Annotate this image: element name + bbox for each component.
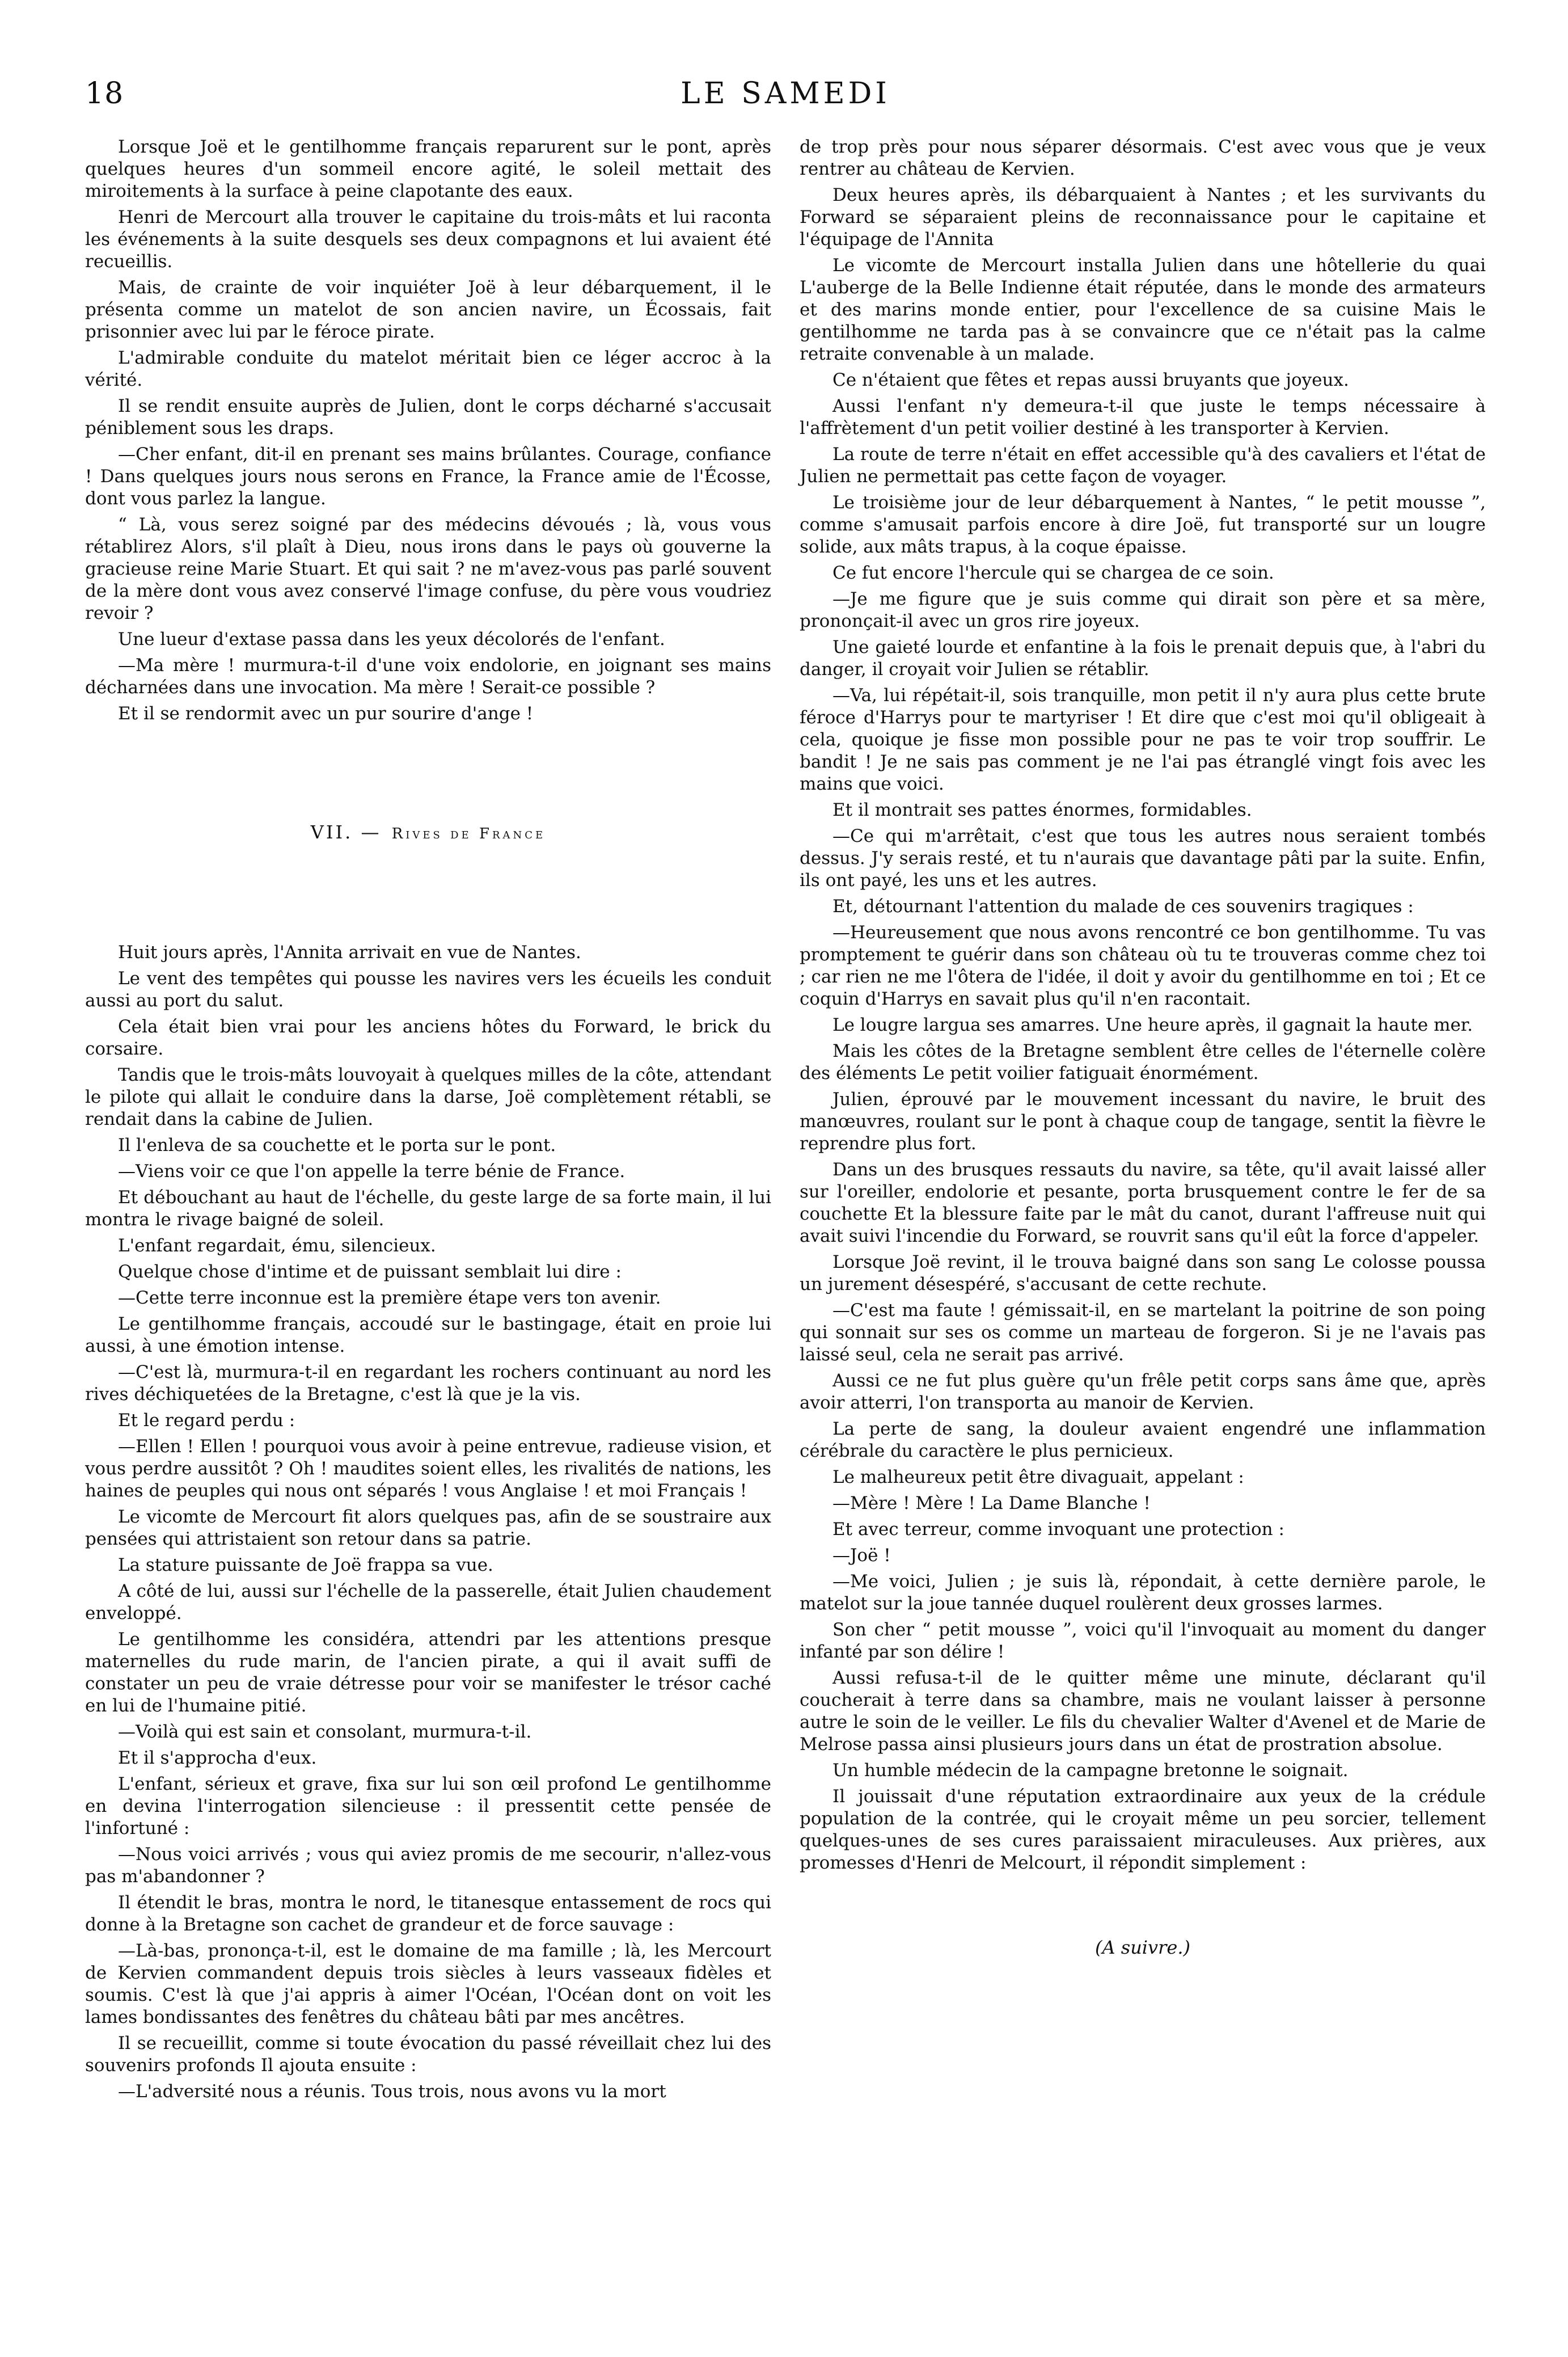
section-title: Rives de France bbox=[391, 825, 546, 842]
paragraph: Quelque chose d'intime et de puissant semblait lui dire : bbox=[118, 1262, 622, 1282]
paragraph: Le vicomte de Mercourt fit alors quelques pas, afin de se soustraire aux pensées qui attristaient son retour dans sa patrie. bbox=[85, 1507, 771, 1549]
paragraph: Tandis que le trois-mâts louvoyait à quelques milles de la côte, attendant le pilote qui allait le conduire dans la darse, Joë complètement rétabli, se rendait dans la cabine de Julien. bbox=[85, 1065, 771, 1129]
paragraph: —C'est là, murmura-t-il en regardant les rochers continuant au nord les rives déchiquetées de la Bretagne, c'est là que je la vis. bbox=[85, 1362, 771, 1405]
paragraph: —Nous voici arrivés ; vous qui aviez promis de me secourir, n'allez-vous pas m'abandonner ? bbox=[85, 1844, 771, 1887]
paragraph: —Ce qui m'arrêtait, c'est que tous les autres nous seraient tombés dessus. J'y serais resté, et tu n'aurais que davantage pâti par la suite. Enfin, ils ont payé, les uns et les autres. bbox=[800, 826, 1486, 891]
paragraph: —L'adversité nous a réunis. Tous trois, nous avons vu la mort bbox=[118, 2081, 666, 2102]
paragraph: L'enfant regardait, ému, silencieux. bbox=[118, 1236, 436, 1256]
paragraph: La route de terre n'était en effet accessible qu'à des cavaliers et l'état de Julien ne permettait pas cette façon de voyager. bbox=[800, 444, 1486, 487]
paragraph: Deux heures après, ils débarquaient à Nantes ; et les survivants du Forward se séparaient pleins de reconnaissance pour le capitaine et l'équipage de l'Annita bbox=[800, 185, 1486, 250]
paragraph: —Je me figure que je suis comme qui dirait son père et sa mère, prononçait-il avec un gros rire joyeux. bbox=[800, 589, 1486, 631]
paragraph: Il se rendit ensuite auprès de Julien, dont le corps décharné s'accusait péniblement sous les draps. bbox=[85, 396, 771, 438]
paragraph: Mais, de crainte de voir inquiéter Joë à leur débarquement, il le présenta comme un matelot de son ancien navire, un Écossais, fait prisonnier avec lui par le féroce pirate. bbox=[85, 277, 771, 342]
paragraph: La stature puissante de Joë frappa sa vue. bbox=[118, 1555, 493, 1575]
paragraph: —Heureusement que nous avons rencontré ce bon gentilhomme. Tu vas promptement te guérir dans son château où tu te trouveras comme chez toi ; car rien ne me l'ôtera de l'idée, il doit y avoir du gentilhomme en toi ; Et ce coquin d'Harrys en savait plus qu'il n'en racontait. bbox=[800, 922, 1486, 1009]
running-title: LE SAMEDI bbox=[681, 77, 890, 111]
paragraph: Et débouchant au haut de l'échelle, du geste large de sa forte main, il lui montra le rivage baigné de soleil. bbox=[85, 1187, 771, 1230]
paragraph: Et il se rendormit avec un pur sourire d'ange ! bbox=[118, 703, 534, 724]
paragraph: —C'est ma faute ! gémissait-il, en se martelant la poitrine de son poing qui sonnait sur ses os comme un marteau de forgeron. Si je ne l'avais pas laissé seul, cela ne serait pas arrivé. bbox=[800, 1300, 1486, 1365]
paragraph: —Joë ! bbox=[832, 1545, 891, 1566]
paragraph: Et il montrait ses pattes énormes, formidables. bbox=[832, 800, 1252, 820]
paragraph: —Voilà qui est sain et consolant, murmura-t-il. bbox=[118, 1722, 532, 1742]
paragraph: —Va, lui répétait-il, sois tranquille, mon petit il n'y aura plus cette brute féroce d'Harrys pour te martyriser ! Et dire que c'est moi qu'il obligeait à cela, quoique je fisse mon possible pour ne pas te voir trop souffrir. Le bandit ! Je ne sais pas comment je ne l'ai pas étranglé vingt fois avec les mains que voici. bbox=[800, 685, 1486, 794]
paragraph: Et, détournant l'attention du malade de ces souvenirs tragiques : bbox=[832, 896, 1414, 917]
to-be-continued-note: (A suivre.) bbox=[1095, 1937, 1190, 1958]
paragraph: Et avec terreur, comme invoquant une protection : bbox=[832, 1519, 1284, 1540]
paragraph: —Cher enfant, dit-il en prenant ses mains brûlantes. Courage, confiance ! Dans quelques jours nous serons en France, la France amie de l'Écosse, dont vous parlez la langue. bbox=[85, 444, 771, 509]
paragraph: Il se recueillit, comme si toute évocation du passé réveillait chez lui des souvenirs profonds Il ajouta ensuite : bbox=[85, 2033, 771, 2076]
paragraph: Julien, éprouvé par le mouvement incessant du navire, le bruit des manœuvres, roulant sur le pont à chaque coup de tangage, sentit la fièvre le reprendre plus fort. bbox=[800, 1089, 1486, 1154]
paragraph: Dans un des brusques ressauts du navire, sa tête, qu'il avait laissé aller sur l'oreiller, endolorie et pesante, porta brusquement contre le fer de sa couchette Et la blessure faite par le mât du canot, durant l'affreuse nuit qui avait suivi l'incendie du Forward, se rouvrit sans qu'il eût la force d'appeler. bbox=[800, 1159, 1486, 1246]
left-column bbox=[85, 136, 771, 2107]
paragraph: Et il s'approcha d'eux. bbox=[118, 1748, 317, 1768]
left-column-paragraphs-bottom bbox=[85, 942, 771, 2103]
paragraph: Ce n'étaient que fêtes et repas aussi bruyants que joyeux. bbox=[832, 370, 1349, 390]
paragraph: Le lougre largua ses amarres. Une heure après, il gagnait la haute mer. bbox=[832, 1015, 1473, 1035]
paragraph: —Cette terre inconnue est la première étape vers ton avenir. bbox=[118, 1288, 661, 1308]
paragraph: Le vicomte de Mercourt installa Julien dans une hôtellerie du quai L'auberge de la Belle Indienne était réputée, dans le monde des armateurs et des marins monde entier, pour l'excellence de sa cuisine Mais le gentilhomme ne tarda pas à se convaincre que ce n'était pas la calme retraite convenable à un malade. bbox=[800, 255, 1486, 364]
section-heading bbox=[85, 821, 771, 845]
paragraph: Lorsque Joë revint, il le trouva baigné dans son sang Le colosse poussa un jurement désespéré, s'accusant de cette rechute. bbox=[800, 1252, 1486, 1295]
paragraph: Il étendit le bras, montra le nord, le titanesque entassement de rocs qui donne à la Bretagne son cachet de grandeur et de force sauvage : bbox=[85, 1892, 771, 1935]
paragraph: Il jouissait d'une réputation extraordinaire aux yeux de la crédule population de la contrée, qui le croyait même un peu sorcier, tellement quelques-unes de ses cures paraissaient miraculeuses. Aux prières, aux promesses d'Henri de Melcourt, il répondit simplement : bbox=[800, 1786, 1486, 1873]
paragraph: —Mère ! Mère ! La Dame Blanche ! bbox=[832, 1493, 1151, 1513]
paragraph: —Ma mère ! murmura-t-il d'une voix endolorie, en joignant ses mains décharnées dans une invocation. Ma mère ! Serait-ce possible ? bbox=[85, 655, 771, 698]
paragraph: —Me voici, Julien ; je suis là, répondait, à cette dernière parole, le matelot sur la joue tannée duquel roulèrent deux grosses larmes. bbox=[800, 1571, 1486, 1614]
paragraph: L'admirable conduite du matelot méritait bien ce léger accroc à la vérité. bbox=[85, 348, 771, 390]
paragraph: Henri de Mercourt alla trouver le capitaine du trois-mâts et lui raconta les événements à la suite desquels ses deux compagnons et lui avaient été recueillis. bbox=[85, 207, 771, 272]
paragraph: Le gentilhomme français, accoudé sur le bastingage, était en proie lui aussi, à une émotion intense. bbox=[85, 1314, 771, 1356]
paragraph: Une lueur d'extase passa dans les yeux décolorés de l'enfant. bbox=[118, 629, 665, 650]
paragraph: Aussi l'enfant n'y demeura-t-il que juste le temps nécessaire à l'affrètement d'un petit voilier destiné à les transporter à Kervien. bbox=[800, 396, 1486, 438]
paragraph: —Là-bas, prononça-t-il, est le domaine de ma famille ; là, les Mercourt de Kervien commandent depuis trois siècles à leurs vasseaux fidèles et soumis. C'est là que j'ai appris à aimer l'Océan, l'Océan dont on voit les lames bondissantes des fenêtres du château bâti par mes ancêtres. bbox=[85, 1941, 771, 2027]
paragraph: Ce fut encore l'hercule qui se chargea de ce soin. bbox=[832, 563, 1274, 583]
right-column bbox=[800, 136, 1486, 1959]
left-column-paragraphs-top bbox=[85, 136, 771, 725]
paragraph: Son cher “ petit mousse ”, voici qu'il l'invoquait au moment du danger infanté par son délire ! bbox=[800, 1620, 1486, 1662]
paragraph: L'enfant, sérieux et grave, fixa sur lui son œil profond Le gentilhomme en devina l'interrogation silencieuse : il pressentit cette pensée de l'infortuné : bbox=[85, 1774, 771, 1839]
paragraph: Cela était bien vrai pour les anciens hôtes du Forward, le brick du corsaire. bbox=[85, 1017, 771, 1059]
page-number: 18 bbox=[85, 77, 124, 111]
paragraph: Aussi refusa-t-il de le quitter même une minute, déclarant qu'il coucherait à terre dans sa chambre, mais ne voulant laisser à personne autre le soin de le veiller. Le fils du chevalier Walter d'Avenel et de Marie de Melrose passa ainsi plusieurs jours dans un état de prostration absolue. bbox=[800, 1668, 1486, 1755]
paragraph: Lorsque Joë et le gentilhomme français reparurent sur le pont, après quelques heures d'un sommeil encore agité, le soleil mettait des miroitements à la surface à peine clapotante des eaux. bbox=[85, 137, 771, 201]
paragraph: A côté de lui, aussi sur l'échelle de la passerelle, était Julien chaudement enveloppé. bbox=[85, 1581, 771, 1624]
paragraph: Il l'enleva de sa couchette et le porta sur le pont. bbox=[118, 1135, 556, 1156]
paragraph: Une gaieté lourde et enfantine à la fois le prenait depuis que, à l'abri du danger, il croyait voir Julien se rétablir. bbox=[800, 637, 1486, 680]
page-header bbox=[85, 77, 1486, 128]
paragraph: Le troisième jour de leur débarquement à Nantes, “ le petit mousse ”, comme s'amusait parfois encore à dire Joë, fut transporté sur un lougre solide, aux mâts trapus, à la coque épaisse. bbox=[800, 492, 1486, 557]
paragraph: Un humble médecin de la campagne bretonne le soignait. bbox=[832, 1760, 1349, 1781]
paragraph: “ Là, vous serez soigné par des médecins dévoués ; là, vous vous rétablirez Alors, s'il plaît à Dieu, nous irons dans le pays où gouverne la gracieuse reine Marie Stuart. Et qui sait ? ne m'avez-vous pas parlé souvent de la mère dont vous avez conservé l'image confuse, du père vous voudriez revoir ? bbox=[85, 515, 771, 623]
paragraph: —Ellen ! Ellen ! pourquoi vous avoir à peine entrevue, radieuse vision, et vous perdre aussitôt ? Oh ! maudites soient elles, les rivalités de nations, les haines de peuples qui nous ont séparés ! vous Anglaise ! et moi Français ! bbox=[85, 1436, 771, 1501]
paragraph: Le malheureux petit être divaguait, appelant : bbox=[832, 1467, 1244, 1487]
paragraph: Huit jours après, l'Annita arrivait en vue de Nantes. bbox=[118, 942, 581, 963]
paragraph: Mais les côtes de la Bretagne semblent être celles de l'éternelle colère des éléments Le petit voilier fatiguait énormément. bbox=[800, 1041, 1486, 1083]
paragraph: Et le regard perdu : bbox=[118, 1410, 295, 1431]
paragraph: de trop près pour nous séparer désormais. C'est avec vous que je veux rentrer au château de Kervien. bbox=[800, 137, 1486, 179]
paragraph: Le gentilhomme les considéra, attendri par les attentions presque maternelles du rude marin, de l'ancien pirate, a qui il avait suffi de constater un peu de vraie détresse pour voir se manifester le trésor caché en lui de l'humaine pitié. bbox=[85, 1629, 771, 1716]
paragraph: Aussi ce ne fut plus guère qu'un frêle petit corps sans âme que, après avoir atterri, l'on transporta au manoir de Kervien. bbox=[800, 1371, 1486, 1413]
paragraph: La perte de sang, la douleur avaient engendré une inflammation cérébrale du caractère le plus pernicieux. bbox=[800, 1419, 1486, 1461]
section-number: VII. — bbox=[310, 821, 382, 843]
right-column-paragraphs bbox=[800, 136, 1486, 1874]
paragraph: —Viens voir ce que l'on appelle la terre bénie de France. bbox=[118, 1161, 625, 1182]
paragraph: Le vent des tempêtes qui pousse les navires vers les écueils les conduit aussi au port du salut. bbox=[85, 968, 771, 1011]
